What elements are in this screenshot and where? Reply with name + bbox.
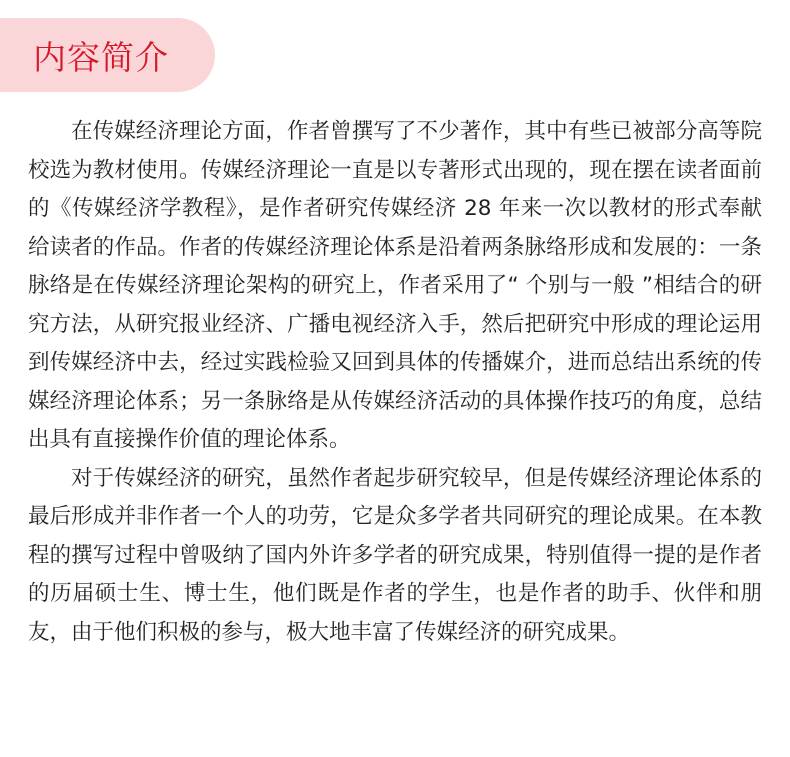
intro-paragraph-2: 对于传媒经济的研究，虽然作者起步研究较早，但是传媒经济理论体系的最后形成并非作者一个人的功劳，它是众多学者共同研究的理论成果。在本教程的撰写过程中曾吸纳了国内外许多学者的研究成果，特别值得一提的是作者的历届硕士生、博士生，他们既是作者的学生，也是作者的助手、伙伴和朋友，由于他们积极的参与，极大地丰富了传媒经济的研究成果。 [28,465,762,645]
section-title: 内容简介 [33,37,169,77]
intro-content [28,113,762,652]
intro-paragraph-1: 在传媒经济理论方面，作者曾撰写了不少著作，其中有些已被部分高等院校选为教材使用。传媒经济理论一直是以专著形式出现的，现在摆在读者面前的《传媒经济学教程》，是作者研究传媒经济 28 年来一次以教材的形式奉献给读者的作品。作者的传媒经济理论体系是沿着两条脉络形成和发展的：一条脉络是在传媒经济理论架构的研究上，作者采用了“ 个别与一般 ”相结合的研究方法，从研究报业经济、广播电视经济入手，然后把研究中形成的理论运用到传媒经济中去，经过实践检验又回到具体的传播媒介，进而总结出系统的传媒经济理论体系；另一条脉络是从传媒经济活动的具体操作技巧的角度，总结出具有直接操作价值的理论体系。 [28,119,762,452]
section-header [0,18,215,92]
